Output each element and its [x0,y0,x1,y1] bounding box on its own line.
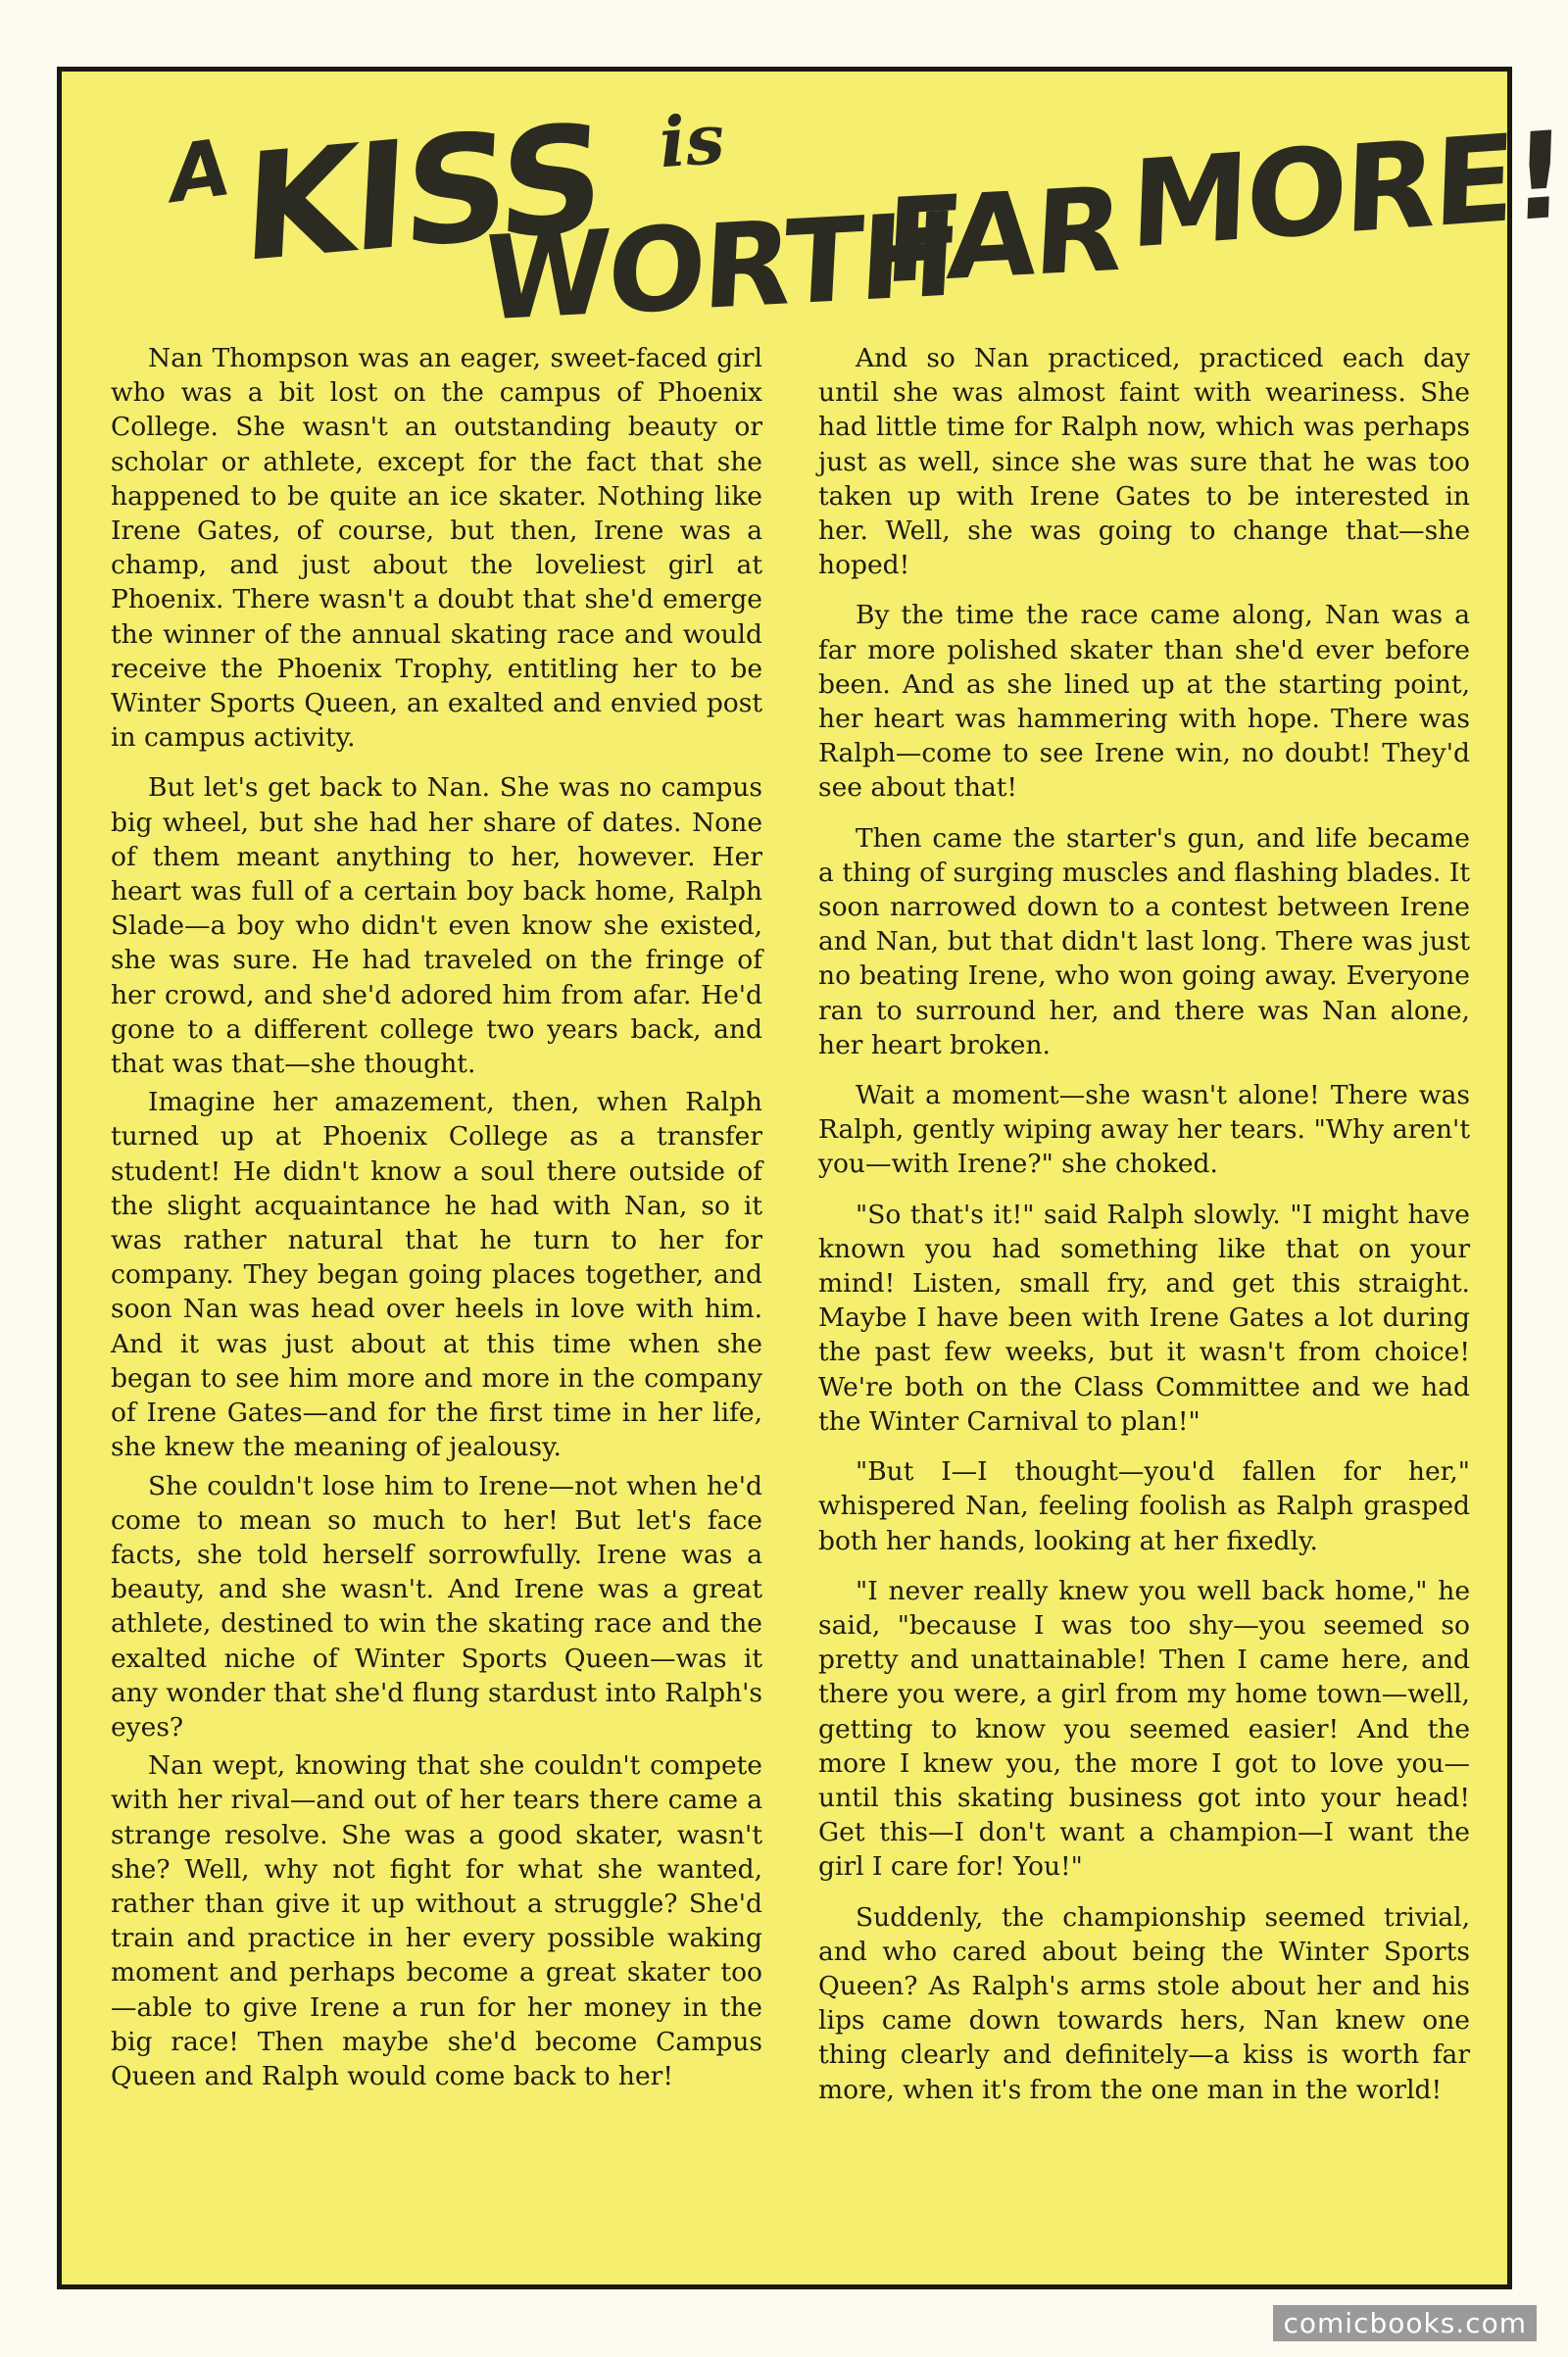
paragraph: But let's get back to Nan. She was no campus big wheel, but she had her share of dates. None of them meant anything to her, however. Her heart was full of a certain boy back home, Ralph Slade—a boy who didn't even know she existed, she was sure. He had traveled on the fringe of her crowd, and she'd adored him from afar. He'd gone to a different college two years back, and that was that—she thought. [111,772,762,1080]
paragraph: Suddenly, the championship seemed trivial, and who cared about being the Winter Sports Queen? As Ralph's arms stole about her and his lips came down towards hers, Nan knew one thing clearly and definitely—a kiss is worth far more, when it's from the one man in the world! [818,1901,1470,2105]
paragraph: "But I—I thought—you'd fallen for her," whispered Nan, feeling foolish as Ralph grasped both her hands, looking at her fixedly. [818,1456,1470,1556]
title-word-is: is [657,97,727,184]
story-panel [57,67,1566,2289]
title-word-kiss: KISS [239,92,606,296]
title-word-worth: WORTH [479,186,957,347]
title-word-more: MORE! [1128,105,1566,275]
paragraph: And so Nan practiced, practiced each day until she was almost faint with weariness. She had little time for Ralph now, which was perhaps just as well, since she was sure that he was too taken up with Irene Gates to be interested in her. Well, she was going to change that—she hoped! [818,343,1470,581]
title-word-far: FAR [881,161,1124,310]
paragraph: "So that's it!" said Ralph slowly. "I might have known you had something like that on your mind! Listen, small fry, and get this straight. Maybe I have been with Irene Gates a lot during the past few weeks, but it wasn't from choice! We're both on the Class Committee and we had the Winter Carnival to plan!" [818,1199,1470,1437]
paragraph: By the time the race came along, Nan was a far more polished skater than she'd ever before been. And as she lined up at the starting point, her heart was hammering with hope. There was Ralph—come to see Irene win, no doubt! They'd see about that! [818,600,1470,804]
left-text-column [111,341,762,2109]
paragraph: Wait a moment—she wasn't alone! There was Ralph, gently wiping away her tears. "Why aren't you—with Irene?" she choked. [818,1080,1470,1180]
paragraph: Nan Thompson was an eager, sweet-faced girl who was a bit lost on the campus of Phoenix College. She wasn't an outstanding beauty or scholar or athlete, except for the fact that she happened to be quite an ice skater. Nothing like Irene Gates, of course, but then, Irene was a champ, and just about the loveliest girl at Phoenix. There wasn't a doubt that she'd emerge the winner of the annual skating race and would receive the Phoenix Trophy, entitling her to be Winter Sports Queen, an exalted and envied post in campus activity. [111,343,762,754]
title-word-a: A [163,122,237,221]
paragraph: Nan wept, knowing that she couldn't compete with her rival—and out of her tears there came a strange resolve. She was a good skater, wasn't she? Well, why not fight for what she wanted, rather than give it up without a struggle? She'd train and practice in her every possible waking moment and perhaps become a great skater too—able to give Irene a run for her money in the big race! Then maybe she'd become Campus Queen and Ralph would come back to her! [111,1750,762,2091]
site-watermark: comicbooks.com [1273,2305,1537,2341]
paragraph: Imagine her amazement, then, when Ralph turned up at Phoenix College as a transfer student! He didn't know a soul there outside of the slight acquaintance he had with Nan, so it was rather natural that he turn to her for company. They began going places together, and soon Nan was head over heels in love with him. And it was just about at this time when she began to see him more and more in the company of Irene Gates—and for the first time in her life, she knew the meaning of jealousy. [111,1087,762,1463]
paragraph: She couldn't lose him to Irene—not when he'd come to mean so much to her! But let's face facts, she told herself sorrowfully. Irene was a beauty, and she wasn't. And Irene was a great athlete, destined to win the skating race and the exalted niche of Winter Sports Queen—was it any wonder that she'd flung stardust into Ralph's eyes? [111,1470,762,1743]
paragraph: Then came the starter's gun, and life became a thing of surging muscles and flashing blades. It soon narrowed down to a contest between Irene and Nan, but that didn't last long. There was just no beating Irene, who won going away. Everyone ran to surround her, and there was Nan alone, her heart broken. [818,822,1470,1060]
right-text-column [818,341,1470,2123]
story-title [62,72,1566,347]
paragraph: "I never really knew you well back home," he said, "because I was too shy—you seemed so pretty and unattainable! Then I came here, and there you were, a girl from my home town—well, getting to know you seemed easier! And the more I knew you, the more I got to love you—until this skating business got into your head! Get this—I don't want a champion—I want the girl I care for! You!" [818,1575,1470,1883]
